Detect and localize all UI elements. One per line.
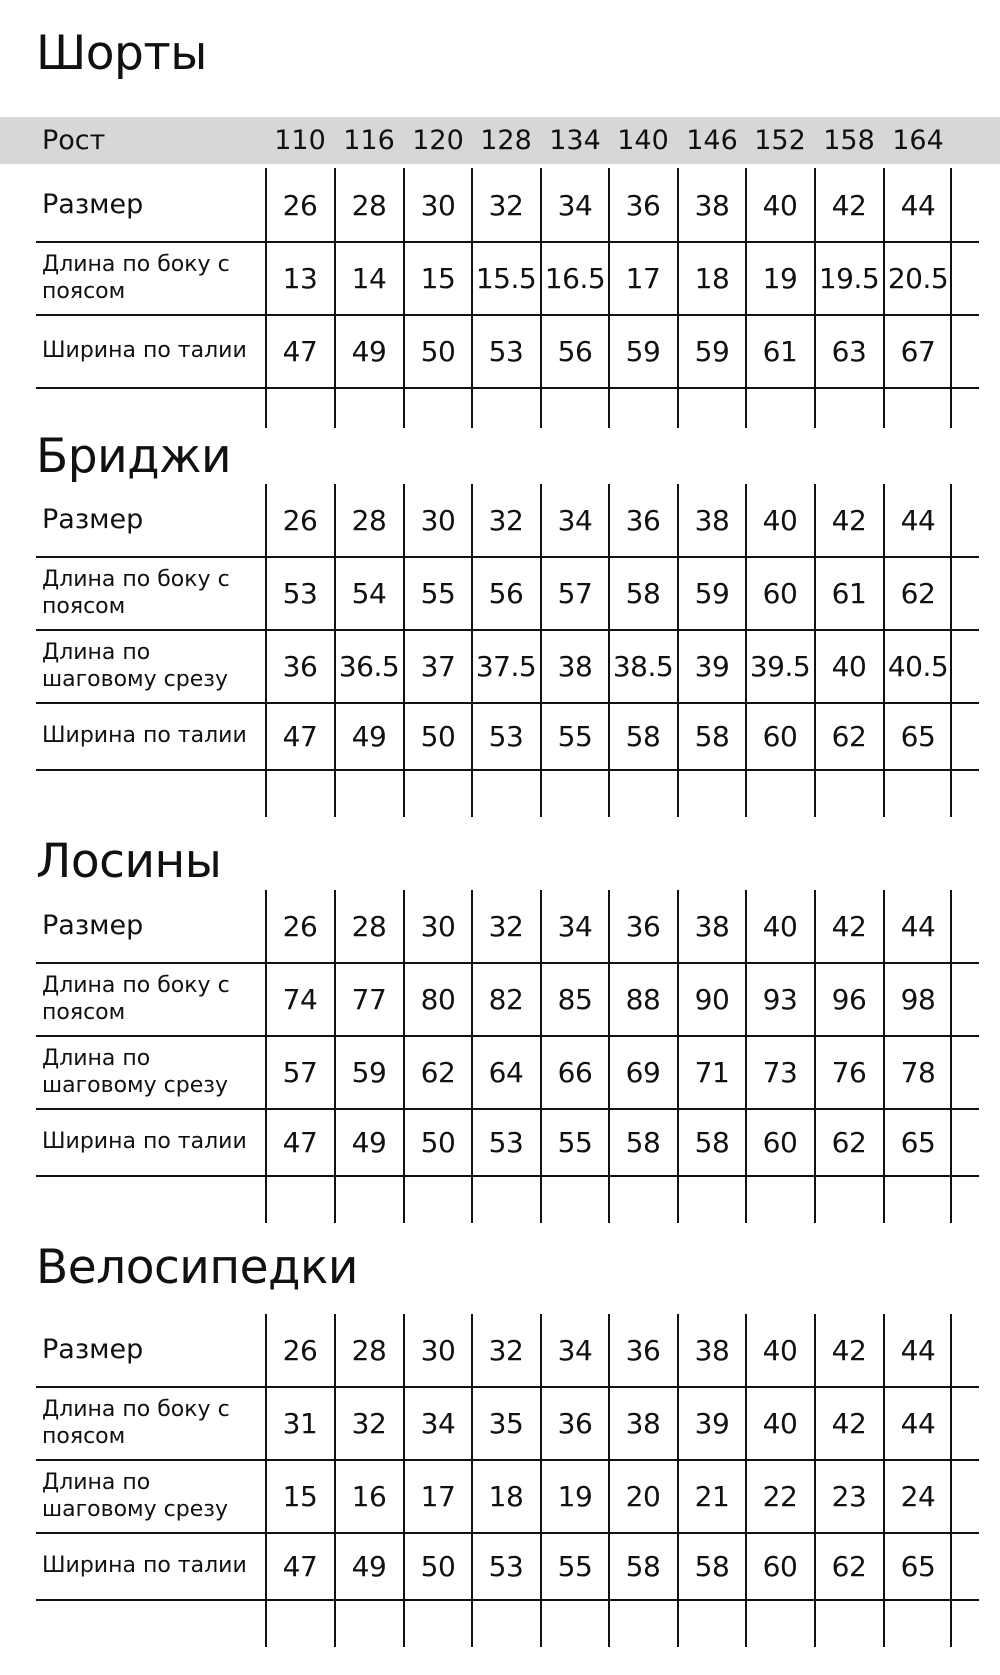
size-cell: 40: [762, 504, 798, 537]
measure-cell: 80: [420, 983, 456, 1016]
measure-cell: 49: [351, 1550, 387, 1583]
measure-cell: 59: [625, 335, 661, 368]
row-label-text: Размер: [42, 910, 144, 942]
measure-cell: 37.5: [475, 650, 537, 683]
measure-cell: 17: [625, 262, 661, 295]
height-value: 152: [754, 125, 806, 156]
measure-cell: 62: [900, 577, 936, 610]
size-cell: 44: [900, 188, 936, 222]
size-cell: 42: [831, 188, 867, 222]
measure-cell: 57: [282, 1056, 318, 1089]
measure-cell: 31: [282, 1407, 318, 1440]
size-cell: 30: [420, 1334, 456, 1367]
measure-cell: 60: [762, 577, 798, 610]
measure-cell: 58: [625, 577, 661, 610]
measure-cell: 15: [282, 1480, 318, 1513]
measure-cell: 24: [900, 1480, 936, 1513]
measure-cell: 20: [625, 1480, 661, 1513]
measure-cell: 13: [282, 262, 318, 295]
measure-cell: 57: [557, 577, 593, 610]
measure-cell: 19: [762, 262, 798, 295]
size-cell: 38: [694, 1334, 730, 1367]
measure-cell: 59: [694, 335, 730, 368]
measure-cell: 40: [831, 650, 867, 683]
section-title: Велосипедки: [36, 1240, 358, 1295]
measure-cell: 22: [762, 1480, 798, 1513]
row-label-text: Длина по боку с поясом: [42, 567, 230, 619]
size-cell: 32: [488, 188, 524, 222]
measure-cell: 65: [900, 720, 936, 753]
measure-cell: 74: [282, 983, 318, 1016]
measure-cell: 64: [488, 1056, 524, 1089]
size-row-label: [42, 484, 262, 557]
measure-row-label: [42, 1533, 262, 1600]
size-cell: 40: [762, 188, 798, 222]
size-cell: 34: [557, 1334, 593, 1367]
measure-cell: 60: [762, 1550, 798, 1583]
row-label-text: Длина по боку с поясом: [42, 252, 230, 304]
measure-cell: 36.5: [338, 650, 400, 683]
measure-cell: 88: [625, 983, 661, 1016]
row-label-text: Длина по шаговому срезу: [42, 1046, 228, 1098]
size-cell: 26: [282, 910, 318, 943]
measure-cell: 39: [694, 650, 730, 683]
measure-cell: 15: [420, 262, 456, 295]
measure-cell: 82: [488, 983, 524, 1016]
measure-cell: 17: [420, 1480, 456, 1513]
measure-cell: 54: [351, 577, 387, 610]
height-value: 120: [412, 125, 464, 156]
size-cell: 36: [625, 910, 661, 943]
measure-cell: 55: [557, 1550, 593, 1583]
size-cell: 42: [831, 504, 867, 537]
measure-cell: 44: [900, 1407, 936, 1440]
size-cell: 30: [420, 504, 456, 537]
measure-cell: 47: [282, 720, 318, 753]
measure-cell: 58: [694, 1126, 730, 1159]
size-cell: 44: [900, 1334, 936, 1367]
height-value: 146: [686, 125, 738, 156]
measure-cell: 62: [831, 720, 867, 753]
measure-cell: 67: [900, 335, 936, 368]
measure-row-label: [42, 315, 262, 388]
measure-cell: 69: [625, 1056, 661, 1089]
measure-cell: 66: [557, 1056, 593, 1089]
measure-cell: 55: [557, 720, 593, 753]
measure-cell: 62: [831, 1550, 867, 1583]
measure-cell: 18: [488, 1480, 524, 1513]
size-cell: 36: [625, 504, 661, 537]
measure-cell: 56: [488, 577, 524, 610]
measure-row-label: [42, 703, 262, 770]
measure-cell: 19: [557, 1480, 593, 1513]
size-cell: 26: [282, 188, 318, 222]
size-cell: 36: [625, 1334, 661, 1367]
measure-row-label: [42, 1109, 262, 1176]
size-table: [0, 890, 1000, 1223]
height-value: 110: [274, 125, 326, 156]
measure-cell: 39.5: [749, 650, 811, 683]
size-cell: 32: [488, 1334, 524, 1367]
measure-cell: 71: [694, 1056, 730, 1089]
measure-cell: 65: [900, 1126, 936, 1159]
measure-cell: 38.5: [612, 650, 674, 683]
measure-row-label: [42, 1387, 262, 1460]
size-cell: 28: [351, 1334, 387, 1367]
row-label-text: Размер: [42, 504, 144, 536]
size-cell: 44: [900, 910, 936, 943]
measure-cell: 14: [351, 262, 387, 295]
height-value: 134: [549, 125, 601, 156]
measure-cell: 85: [557, 983, 593, 1016]
row-label-text: Ширина по талии: [42, 723, 247, 749]
height-row: [0, 117, 1000, 164]
measure-cell: 38: [557, 650, 593, 683]
measure-cell: 60: [762, 1126, 798, 1159]
measure-cell: 61: [831, 577, 867, 610]
measure-cell: 21: [694, 1480, 730, 1513]
size-table: [0, 168, 1000, 428]
measure-row-label: [42, 242, 262, 315]
row-label-text: Ширина по талии: [42, 1553, 247, 1579]
measure-cell: 23: [831, 1480, 867, 1513]
measure-cell: 47: [282, 1126, 318, 1159]
measure-cell: 56: [557, 335, 593, 368]
size-cell: 34: [557, 504, 593, 537]
measure-cell: 55: [557, 1126, 593, 1159]
measure-cell: 76: [831, 1056, 867, 1089]
measure-cell: 58: [625, 1550, 661, 1583]
size-cell: 40: [762, 910, 798, 943]
section-title: Бриджи: [36, 429, 232, 484]
measure-cell: 78: [900, 1056, 936, 1089]
measure-cell: 58: [625, 720, 661, 753]
measure-cell: 39: [694, 1407, 730, 1440]
measure-cell: 55: [420, 577, 456, 610]
section-title: Шорты: [36, 26, 207, 81]
size-cell: 30: [420, 188, 456, 222]
measure-cell: 62: [420, 1056, 456, 1089]
measure-cell: 16: [351, 1480, 387, 1513]
measure-cell: 53: [488, 720, 524, 753]
measure-cell: 47: [282, 335, 318, 368]
height-value: 140: [617, 125, 669, 156]
measure-cell: 62: [831, 1126, 867, 1159]
measure-cell: 15.5: [475, 262, 537, 295]
size-cell: 32: [488, 504, 524, 537]
measure-cell: 90: [694, 983, 730, 1016]
measure-cell: 42: [831, 1407, 867, 1440]
size-cell: 28: [351, 910, 387, 943]
measure-cell: 59: [351, 1056, 387, 1089]
measure-cell: 53: [488, 335, 524, 368]
measure-cell: 96: [831, 983, 867, 1016]
measure-cell: 20.5: [887, 262, 949, 295]
measure-cell: 50: [420, 335, 456, 368]
measure-cell: 61: [762, 335, 798, 368]
measure-row-label: [42, 557, 262, 630]
row-label-text: Ширина по талии: [42, 338, 247, 364]
measure-cell: 37: [420, 650, 456, 683]
size-cell: 42: [831, 1334, 867, 1367]
measure-cell: 77: [351, 983, 387, 1016]
measure-cell: 35: [488, 1407, 524, 1440]
size-row-label: [42, 1314, 262, 1387]
measure-cell: 53: [488, 1126, 524, 1159]
measure-row-label: [42, 630, 262, 703]
measure-cell: 36: [282, 650, 318, 683]
measure-cell: 53: [282, 577, 318, 610]
measure-cell: 18: [694, 262, 730, 295]
size-row-label: [42, 890, 262, 963]
measure-cell: 50: [420, 1550, 456, 1583]
measure-cell: 58: [694, 1550, 730, 1583]
measure-cell: 59: [694, 577, 730, 610]
size-cell: 40: [762, 1334, 798, 1367]
row-label-text: Длина по шаговому срезу: [42, 1470, 228, 1522]
measure-cell: 16.5: [544, 262, 606, 295]
measure-cell: 58: [625, 1126, 661, 1159]
grid-horizontal-line: [36, 769, 979, 771]
measure-cell: 53: [488, 1550, 524, 1583]
height-value: 116: [343, 125, 395, 156]
size-cell: 26: [282, 504, 318, 537]
measure-row-label: [42, 963, 262, 1036]
row-label-text: Длина по шаговому срезу: [42, 640, 228, 692]
measure-cell: 19.5: [818, 262, 880, 295]
section-title: Лосины: [36, 834, 222, 889]
measure-cell: 34: [420, 1407, 456, 1440]
measure-cell: 38: [625, 1407, 661, 1440]
size-table: [0, 484, 1000, 817]
size-cell: 34: [557, 188, 593, 222]
height-value: 164: [892, 125, 944, 156]
measure-cell: 60: [762, 720, 798, 753]
measure-cell: 47: [282, 1550, 318, 1583]
size-cell: 38: [694, 504, 730, 537]
row-label-text: Длина по боку с поясом: [42, 1397, 230, 1449]
grid-horizontal-line: [36, 1599, 979, 1601]
measure-cell: 49: [351, 1126, 387, 1159]
measure-cell: 65: [900, 1550, 936, 1583]
measure-cell: 40.5: [887, 650, 949, 683]
row-label-text: Ширина по талии: [42, 1129, 247, 1155]
measure-cell: 49: [351, 720, 387, 753]
height-value: 128: [480, 125, 532, 156]
size-cell: 34: [557, 910, 593, 943]
measure-cell: 98: [900, 983, 936, 1016]
size-cell: 28: [351, 504, 387, 537]
size-cell: 38: [694, 910, 730, 943]
height-label: Рост: [42, 125, 106, 156]
size-cell: 36: [625, 188, 661, 222]
size-cell: 28: [351, 188, 387, 222]
height-value: 158: [823, 125, 875, 156]
measure-cell: 50: [420, 1126, 456, 1159]
measure-row-label: [42, 1460, 262, 1533]
measure-cell: 58: [694, 720, 730, 753]
row-label-text: Длина по боку с поясом: [42, 973, 230, 1025]
size-cell: 26: [282, 1334, 318, 1367]
size-table: [0, 1314, 1000, 1647]
measure-cell: 73: [762, 1056, 798, 1089]
grid-horizontal-line: [36, 387, 979, 389]
measure-cell: 50: [420, 720, 456, 753]
measure-cell: 40: [762, 1407, 798, 1440]
size-cell: 30: [420, 910, 456, 943]
measure-cell: 32: [351, 1407, 387, 1440]
measure-cell: 93: [762, 983, 798, 1016]
size-cell: 44: [900, 504, 936, 537]
measure-row-label: [42, 1036, 262, 1109]
size-row-label: [42, 168, 262, 242]
size-cell: 38: [694, 188, 730, 222]
measure-cell: 36: [557, 1407, 593, 1440]
row-label-text: Размер: [42, 1334, 144, 1366]
size-cell: 32: [488, 910, 524, 943]
size-cell: 42: [831, 910, 867, 943]
grid-horizontal-line: [36, 1175, 979, 1177]
measure-cell: 63: [831, 335, 867, 368]
row-label-text: Размер: [42, 188, 144, 220]
measure-cell: 49: [351, 335, 387, 368]
